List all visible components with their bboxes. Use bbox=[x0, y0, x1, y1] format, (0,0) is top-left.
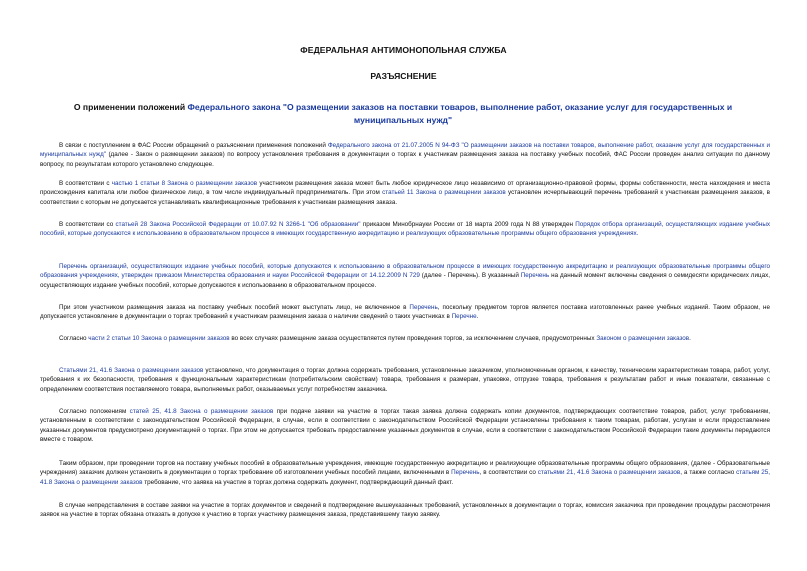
paragraph-text: Таким образом, при проведении торгов на поставку учебных пособий в образовательные учреждения, имеющие государственную аккредитацию и реализующие образовательные программы общего образования, (далее - Образовательные учреждения) заказчик должен установить в документации о торгах требование об изготовлении учебных пособий лицами, включенными в bbox=[40, 460, 770, 477]
paragraph-10 bbox=[40, 501, 770, 520]
document-title bbox=[50, 101, 756, 127]
paragraph-text: во всех случаях размещение заказа осуществляется путем проведения торгов, за исключением случаев, предусмотренных bbox=[229, 335, 597, 342]
legal-reference-link[interactable]: Перечень bbox=[409, 304, 438, 311]
legal-reference-link[interactable]: Перечень bbox=[520, 272, 550, 280]
legal-reference-link[interactable]: Перечне bbox=[451, 313, 477, 321]
title-text: О применении положений bbox=[73, 102, 188, 112]
legal-reference-link[interactable]: частью 1 статьи 8 Закона о размещении заказов bbox=[111, 180, 258, 187]
legal-reference-link[interactable]: статьям 25, 41.8 Закона о размещении заказов bbox=[40, 469, 771, 486]
paragraph-text: на данный момент включены сведения о семидесяти юридических лицах, осуществляющих издание учебных пособий, которые допускаются к использованию в образовательном процессе. bbox=[40, 272, 770, 289]
paragraph-text: При этом участником размещения заказа на поставку учебных пособий может выступать лицо, не включенное в bbox=[59, 304, 410, 311]
paragraph-text: Согласно положениям bbox=[59, 408, 130, 415]
paragraph-4 bbox=[40, 262, 770, 290]
paragraph-3 bbox=[40, 220, 770, 239]
paragraph-text: В случае непредставления в составе заявки на участие в торгах документов и сведений в подтверждение вышеуказанных требований, установленных в документации о торгах, комиссия заказчика при проведении процедуры рассмотрения заявок на участие в торгах обязана отказать в допуске к участию в торгах участнику размещения заказа, представившему такую заявку. bbox=[40, 502, 770, 519]
paragraph-text: установлено, что документация о торгах должна содержать требования, установленные заказчиком, уполномоченным органом, к качеству, техническим характеристикам товара, работ, услуг, требования к их безопасности, требования к функциональным характеристикам (потребительским свойствам) товара, требования к размерам, упаковке, отгрузке товара, требования к результатам работ и иные показатели, связанные с определением соответствия поставляемого товара, выполняемых работ, оказываемых услуг потребностям заказчика. bbox=[40, 367, 770, 393]
paragraph-8 bbox=[40, 407, 770, 445]
paragraph-text: (далее - Закон о размещении заказов) по вопросу установления требования в документации о торгах к участникам размещения заказа на поставку учебных пособий, ФАС России проведен анализ ситуации по данному вопросу, по результатам которого установлено следующее. bbox=[40, 151, 770, 168]
paragraph-text: , в соответствии со bbox=[479, 469, 538, 477]
document-type-heading: РАЗЪЯСНЕНИЕ bbox=[370, 71, 437, 81]
paragraph-text: приказом Минобрнауки России от 18 марта 2009 года N 88 утвержден bbox=[360, 221, 576, 228]
paragraph-text: Согласно bbox=[59, 335, 89, 342]
legal-reference-link[interactable]: статей 25, 41.8 Закона о размещении заказов bbox=[129, 408, 274, 415]
legal-reference-link[interactable]: Перечень организаций, осуществляющих издание учебных пособий, которые допускаются к использованию в образовательном процессе в имеющих государственную аккредитацию и реализующих образовательные программы общего образования учреждениях, утвержден приказом Министерства образования и науки Российской Федерации от 14.12.2009 N 729 bbox=[40, 263, 770, 280]
paragraph-text: при подаче заявки на участие в торгах такая заявка должна содержать копии документов, подтверждающих соответствие товаров, работ, услуг требованиям, установленным в соответствии с законодательством Российской Федерации, в случае, если в соответствии с законодательством Российской Федерации установлены требования к таким товарам, работам, услугам и если предоставление указанных документов предусмотрено документацией о торгах. При этом не допускается требовать предоставление указанных документов в случае, если в соответствии с законодательством Российской Федерации такие документы передаются вместе с товаром. bbox=[40, 408, 770, 444]
agency-heading: ФЕДЕРАЛЬНАЯ АНТИМОНОПОЛЬНАЯ СЛУЖБА bbox=[300, 45, 507, 55]
paragraph-text: В соответствии со bbox=[59, 221, 116, 228]
legal-reference-link[interactable]: Порядок отбора организаций, осуществляющих издание учебных пособий, которые допускаются к использованию в образовательном процессе в имеющих государственную аккредитацию и реализующих образовательные программы общего образования учреждениях. bbox=[40, 221, 771, 238]
legal-reference-link[interactable]: статьями 21, 41.6 Закона о размещении заказов bbox=[537, 469, 681, 477]
legal-reference-link[interactable]: Федерального закона от 21.07.2005 N 94-ФЗ "О размещении заказов на поставки товаров, выполнение работ, оказание услуг для государственных и муниципальных нужд" bbox=[40, 142, 770, 159]
paragraph-text: . bbox=[689, 335, 691, 342]
paragraph-text: , поскольку предметом торгов является поставка изготовленных ранее учебных изданий. Таким образом, не допускается установление в документации о торгах требований к участникам размещения заказа о наличии сведений о таких участниках в bbox=[40, 304, 770, 321]
paragraph-9 bbox=[40, 459, 770, 487]
paragraph-text: установлен исчерпывающий перечень требований к участникам размещения заказов, в соответствии с которым не допускается устанавливать квалификационные требования к участникам размещения заказа. bbox=[40, 189, 771, 206]
paragraph-5 bbox=[40, 303, 770, 322]
paragraph-text: В соответствии с bbox=[59, 180, 112, 187]
paragraph-text: (далее - Перечень). В указанный bbox=[419, 272, 521, 280]
paragraph-text: , а также согласно bbox=[680, 469, 737, 477]
paragraph-text: . bbox=[476, 313, 479, 321]
paragraph-text: участником размещения заказа может быть любое юридическое лицо независимо от организационно-правовой формы, формы собственности, места нахождения и места происхождения капитала или любое физическое лицо, в том числе индивидуальный предприниматель. При этом bbox=[40, 180, 770, 197]
paragraph-7 bbox=[40, 366, 770, 394]
paragraph-6 bbox=[40, 334, 770, 343]
legal-reference-link[interactable]: Перечень bbox=[451, 469, 480, 477]
legal-reference-link[interactable]: Статьями 21, 41.6 Закона о размещении заказов bbox=[59, 367, 204, 374]
legal-reference-link[interactable]: статьей 11 Закона о размещении заказов bbox=[382, 189, 506, 197]
paragraph-1 bbox=[40, 141, 770, 169]
legal-reference-link[interactable]: части 2 статьи 10 Закона о размещении заказов bbox=[88, 335, 230, 342]
legal-reference-link[interactable]: статьей 28 Закона Российской Федерации от 10.07.92 N 3266-1 "Об образовании" bbox=[115, 221, 361, 228]
paragraph-text: требование, что заявка на участие в торгах должна содержать документ, подтверждающий данный факт. bbox=[142, 478, 454, 486]
paragraph-text: В связи с поступлением в ФАС России обращений о разъяснении применения положений bbox=[59, 142, 328, 149]
paragraph-2 bbox=[40, 179, 770, 207]
legal-reference-link[interactable]: Законом о размещении заказов bbox=[596, 335, 690, 342]
title-law-link[interactable]: Федерального закона "О размещении заказов на поставки товаров, выполнение работ, оказание услуг для государственных и муниципальных нужд" bbox=[187, 102, 733, 125]
